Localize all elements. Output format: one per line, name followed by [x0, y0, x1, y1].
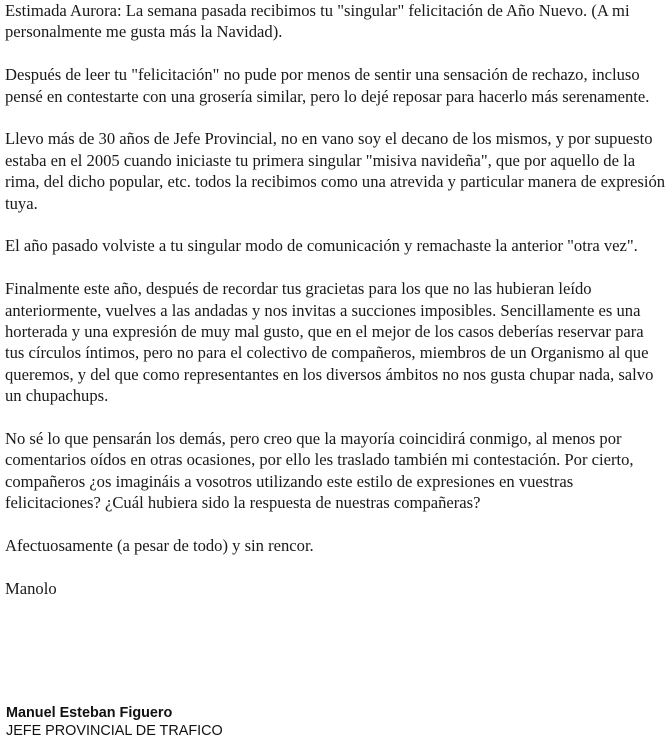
paragraph-reaction: Después de leer tu "felicitación" no pude por menos de sentir una sensación de rechazo, incluso pensé en contestarte con una grosería similar, pero lo dejé reposar para hacerlo más serenamente. — [5, 65, 650, 106]
signature-block — [6, 704, 223, 740]
closing-name: Manolo — [5, 578, 57, 598]
paragraph-last-year: El año pasado volviste a tu singular modo de comunicación y remachaste la anterior "otra vez". — [5, 236, 638, 256]
paragraph-background: Llevo más de 30 años de Jefe Provincial, no en vano soy el decano de los mismos, y por supuesto estaba en el 2005 cuando iniciaste tu primera singular "misiva navideña", que por aquello de la rima, del dicho popular, etc. todos la recibimos como una atrevida y particular manera de expresión tuya. — [5, 129, 666, 213]
signature-title: JEFE PROVINCIAL DE TRAFICO — [6, 723, 223, 739]
letter-body — [5, 0, 667, 621]
signature-name: Manuel Esteban Figuero — [6, 705, 173, 721]
paragraph-this-year: Finalmente este año, después de recordar tus gracietas para los que no las hubieran leído anteriormente, vuelves a las andadas y nos invitas a succiones imposibles. Sencillamente es una horterada y una expresión de muy mal gusto, que en el mejor de los casos deberías reservar para tus círculos íntimos, pero no para el colectivo de compañeros, miembros de un Organismo al que queremos, y del que como representantes en los diversos ámbitos no nos gusta chupar nada, salvo un chupachups. — [5, 279, 654, 406]
paragraph-greeting: Estimada Aurora: La semana pasada recibimos tu "singular" felicitación de Año Nuevo. (A mi personalmente me gusta más la Navidad). — [5, 1, 630, 42]
paragraph-others: No sé lo que pensarán los demás, pero creo que la mayoría coincidirá conmigo, al menos por comentarios oídos en otras ocasiones, por ello les traslado también mi contestación. Por cierto, compañeros ¿os imagináis a vosotros utilizando este estilo de expresiones en vuestras felicitaciones? ¿Cuál hubiera sido la respuesta de nuestras compañeras? — [5, 429, 634, 513]
paragraph-closing: Afectuosamente (a pesar de todo) y sin rencor. — [5, 536, 314, 556]
